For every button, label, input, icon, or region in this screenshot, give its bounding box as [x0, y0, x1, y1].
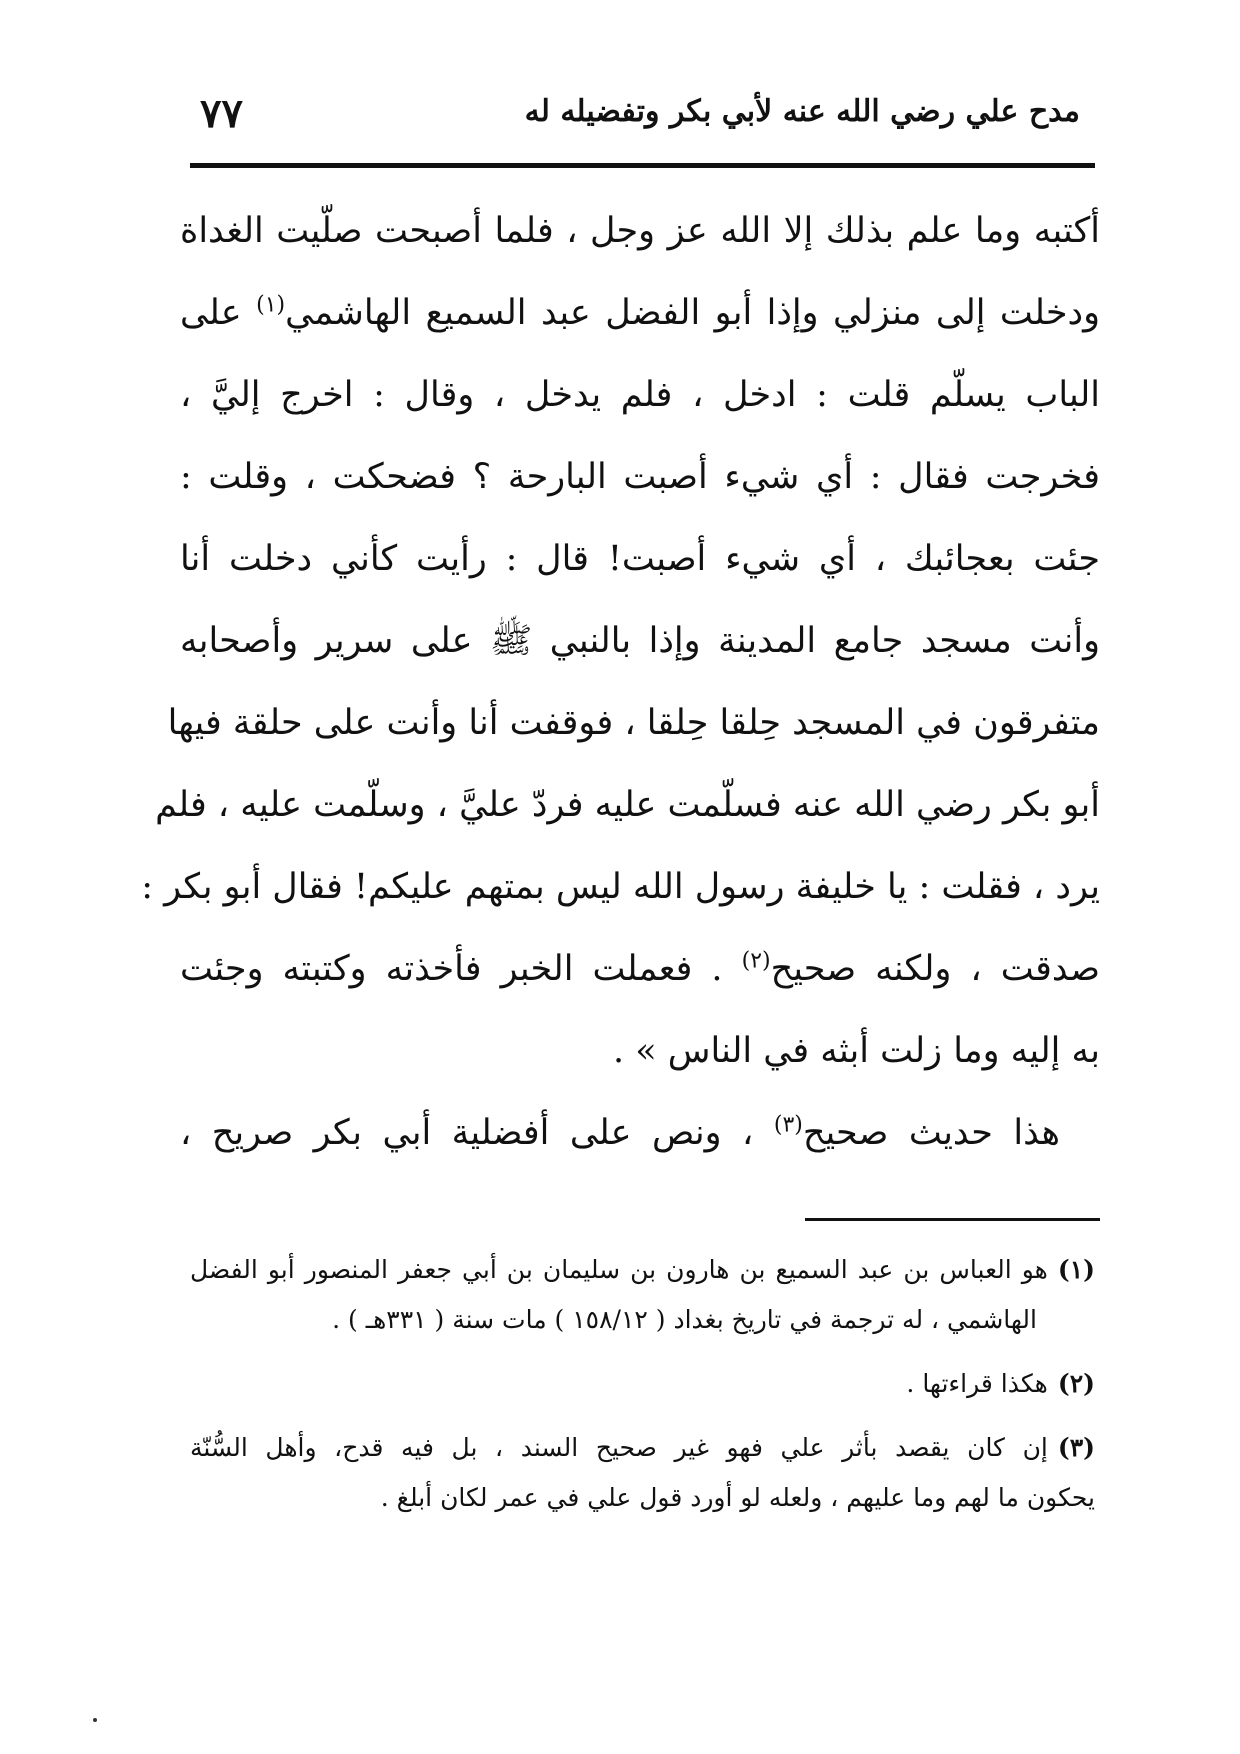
text-span: على	[180, 293, 242, 333]
footnote-text: هكذا قراءتها .	[906, 1369, 1048, 1398]
text-span: صدقت ، ولكنه صحيح	[770, 949, 1100, 989]
scan-speck	[93, 1718, 97, 1722]
text-line: يرد ، فقلت : يا خليفة رسول الله ليس بمتهم عليكم! فقال أبو بكر :	[141, 867, 1100, 907]
text-line: أبو بكر رضي الله عنه فسلّمت عليه فردّ عليَّ ، وسلّمت عليه ، فلم	[155, 785, 1100, 825]
text-span: هذا حديث صحيح	[802, 1113, 1060, 1153]
text-span: . فعملت الخبر فأخذته وكتبته وجئت	[180, 949, 723, 989]
running-title: مدح علي رضي الله عنه لأبي بكر وتفضيله له	[524, 94, 1080, 129]
footnote	[190, 1245, 1095, 1345]
page-number: ٧٧	[200, 90, 243, 137]
footnote-marker: (٣)	[773, 1112, 803, 1138]
footnote-marker: (١)	[256, 292, 286, 318]
header-divider	[190, 163, 1095, 168]
footnote-line: يحكون ما لهم وما عليهم ، ولعله لو أورد قول علي في عمر لكان أبلغ .	[380, 1483, 1095, 1512]
text-span: ، ونص على أفضلية أبي بكر صريح ،	[180, 1113, 754, 1153]
running-header	[190, 90, 1090, 150]
text-line: فخرجت فقال : أي شيء أصبت البارحة ؟ فضحكت ، وقلت :	[180, 457, 1100, 497]
footnote	[190, 1423, 1095, 1523]
text-line	[180, 272, 1100, 354]
footnotes	[190, 1245, 1095, 1537]
footnote-line	[190, 1423, 1095, 1473]
footnote-line	[190, 1359, 1095, 1409]
footnote-text: هو العباس بن عبد السميع بن هارون بن سليمان بن أبي جعفر المنصور أبو الفضل	[190, 1255, 1048, 1284]
footnote-line: الهاشمي ، له ترجمة في تاريخ بغداد ( ١٥٨/١٢ ) مات سنة ( ٣٣١هـ ) .	[332, 1305, 1037, 1334]
footnote-divider	[805, 1218, 1100, 1221]
footnote	[190, 1359, 1095, 1409]
text-line: أكتبه وما علم بذلك إلا الله عز وجل ، فلما أصبحت صلّيت الغداة	[180, 211, 1100, 251]
text-line: به إليه وما زلت أبثه في الناس » .	[612, 1031, 1100, 1071]
text-line: جئت بعجائبك ، أي شيء أصبت! قال : رأيت كأني دخلت أنا	[180, 539, 1100, 579]
text-line: متفرقون في المسجد حِلقا حِلقا ، فوقفت أنا وأنت على حلقة فيها	[167, 703, 1100, 743]
footnote-marker: (٢)	[741, 948, 771, 974]
text-span: ودخلت إلى منزلي وإذا أبو الفضل عبد السميع الهاشمي	[285, 293, 1100, 333]
footnote-line	[190, 1245, 1095, 1295]
footnote-text: إن كان يقصد بأثر علي فهو غير صحيح السند ، بل فيه قدح، وأهل السُّنّة	[190, 1433, 1048, 1462]
text-line: الباب يسلّم قلت : ادخل ، فلم يدخل ، وقال : اخرج إليَّ ،	[180, 375, 1100, 415]
text-line	[180, 1092, 1100, 1174]
footnote-number: (٢)	[1057, 1369, 1095, 1398]
footnote-number: (٣)	[1057, 1433, 1095, 1462]
text-line	[180, 928, 1100, 1010]
footnote-number: (١)	[1057, 1255, 1095, 1284]
text-line: وأنت مسجد جامع المدينة وإذا بالنبي ﷺ على سرير وأصحابه	[180, 621, 1100, 661]
main-text	[141, 190, 1100, 1174]
